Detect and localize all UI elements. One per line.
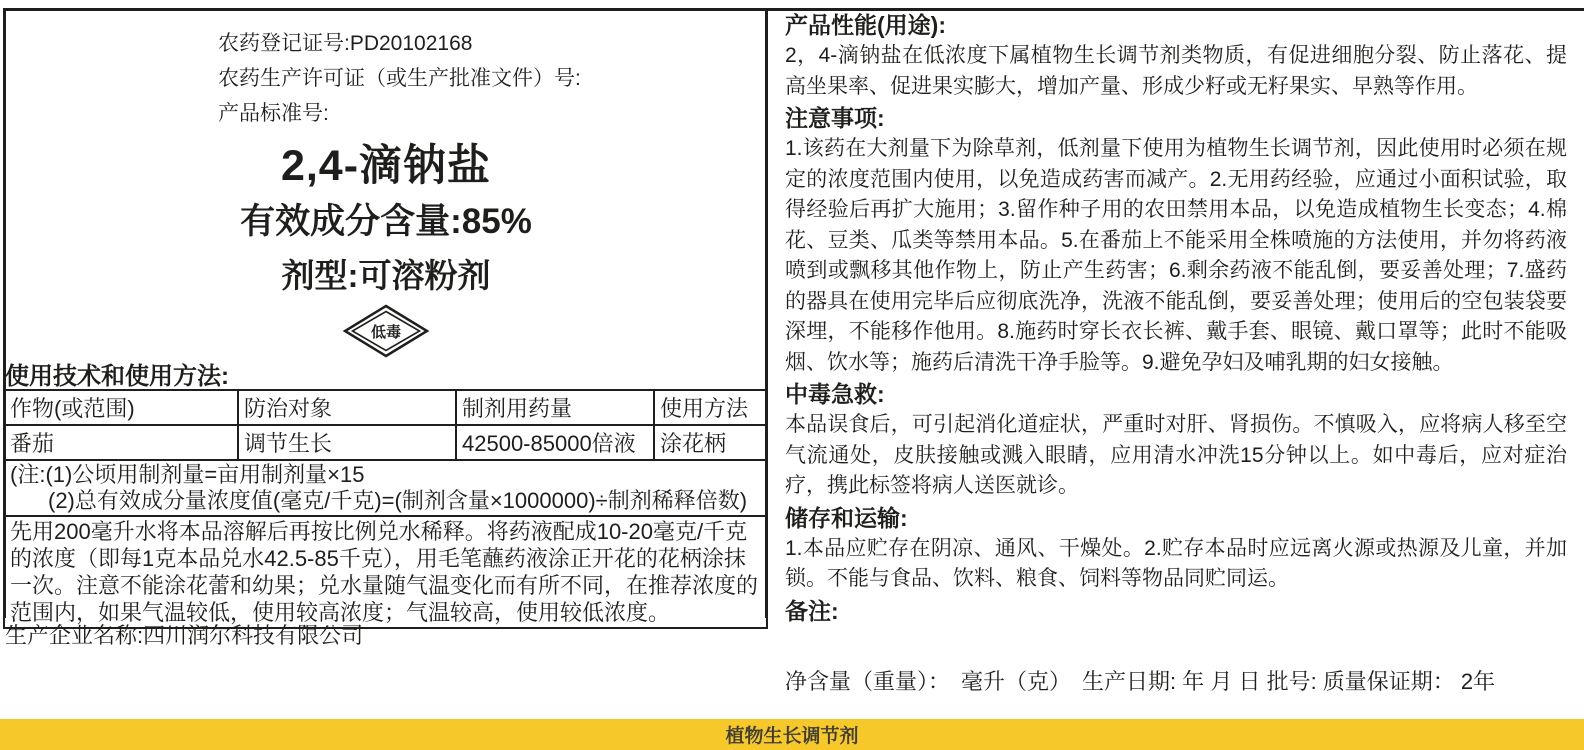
col-header-dosage: 制剂用药量: [456, 390, 654, 425]
usage-instructions-text: 先用200毫升水将本品溶解后再按比例兑水稀释。将药液配成10-20毫克/千克的浓度（即每1克本品兑水42.5-85千克），用毛笔蘸药液涂正开花的花柄涂抹一次。注意不能涂花蕾和幼果；兑水量随气温变化而有所不同，在推荐浓度的范围内，如果气温较低，使用较高浓度；气温较高，使用较低浓度。: [4, 516, 767, 628]
section-heading-remarks: 备注:: [785, 597, 839, 624]
section-body-first-aid: 本品误食后，可引起消化道症状，严重时对肝、肾损伤。不慎吸入，应将病人移至空气流通处，皮肤接触或溅入眼睛，应用清水冲洗15分钟以上。如中毒后，应对症治疗，携此标签将病人送医就诊。: [785, 413, 1567, 497]
registration-block: [218, 26, 581, 131]
production-license-line: 农药生产许可证（或生产批准文件）号:: [218, 67, 581, 90]
usage-note-line1: (注:(1)公顷用制剂量=亩用制剂量×15: [10, 462, 365, 487]
section-body-storage: 1.本品应贮存在阴凉、通风、干燥处。2.贮存本品时应远离火源或热源及儿童，并加锁。不能与食品、饮料、粮食、饲料等物品同贮同运。: [785, 536, 1567, 590]
col-header-method: 使用方法: [654, 390, 767, 425]
usage-table-header-row: [4, 390, 767, 425]
section-body-performance: 2，4-滴钠盐在低浓度下属植物生长调节剂类物质，有促进细胞分裂、防止落花、提高坐果率、促进果实膨大，增加产量、形成少籽或无籽果实、早熟等作用。: [785, 44, 1567, 98]
usage-table: [3, 389, 768, 629]
product-standard-line: 产品标准号:: [218, 102, 329, 125]
usage-note-row: [4, 460, 767, 516]
active-ingredient-content: 有效成分含量:85%: [240, 202, 532, 241]
cell-crop: 番茄: [4, 425, 238, 460]
section-heading-first-aid: 中毒急救:: [785, 381, 885, 407]
section-heading-storage: 储存和运输:: [785, 504, 908, 531]
usage-table-row: [4, 425, 767, 460]
col-header-target: 防治对象: [238, 390, 456, 425]
section-body-remarks: [785, 627, 1567, 631]
formulation-type: 剂型:可溶粉剂: [281, 257, 491, 294]
category-bar: [0, 719, 1584, 750]
manufacturer-line: 生产企业名称:四川润尔科技有限公司: [5, 623, 364, 648]
usage-note-line2: (2)总有效成分量浓度值(毫克/千克)=(制剂含量×1000000)÷制剂稀释倍数): [48, 488, 748, 513]
section-heading-performance: 产品性能(用途):: [785, 12, 946, 38]
section-body-precautions: 1.该药在大剂量下为除草剂，低剂量下使用为植物生长调节剂，因此使用时必须在规定的浓度范围内使用，以免造成药害而减产。2.无用药经验，应通过小面积试验，取得经验后再扩大施用；3.留作种子用的农田禁用本品，以免造成植物生长变态；4.棉花、豆类、瓜类等禁用本品。5.在番茄上不能采用全株喷施的方法使用，并勿将药液喷到或飘移其他作物上，防止产生药害；6.剩余药液不能乱倒，要妥善处理；7.盛药的器具在使用完毕后应彻底洗净，洗液不能乱倒，要妥善处理；使用后的空包装袋要深埋，不能移作他用。8.施药时穿长衣长裤、戴手套、眼镜、戴口罩等；此时不能吸烟、饮水等；施药后清洗干净手脸等。9.避免孕妇及哺乳期的妇女接触。: [785, 137, 1567, 374]
cell-target: 调节生长: [238, 425, 456, 460]
cell-dosage: 42500-85000倍液: [456, 425, 654, 460]
toxicity-label: 低毒: [370, 324, 402, 341]
section-heading-precautions: 注意事项:: [785, 105, 885, 131]
col-header-crop: 作物(或范围): [4, 390, 238, 425]
net-content-line: 净含量（重量）： 毫升（克） 生产日期: 年 月 日 批号: 质量保证期： 2年: [785, 668, 1496, 694]
product-title-block: [6, 138, 766, 303]
cell-method: 涂花柄: [654, 425, 767, 460]
usage-section-heading: 使用技术和使用方法:: [5, 363, 229, 390]
low-toxicity-diamond-icon: [342, 303, 430, 359]
registration-number-line: 农药登记证号:PD20102168: [218, 32, 473, 55]
right-column: [785, 9, 1567, 696]
usage-instructions-row: [4, 516, 767, 628]
category-bar-label: 植物生长调节剂: [725, 726, 859, 747]
product-name: 2,4-滴钠盐: [280, 142, 492, 190]
